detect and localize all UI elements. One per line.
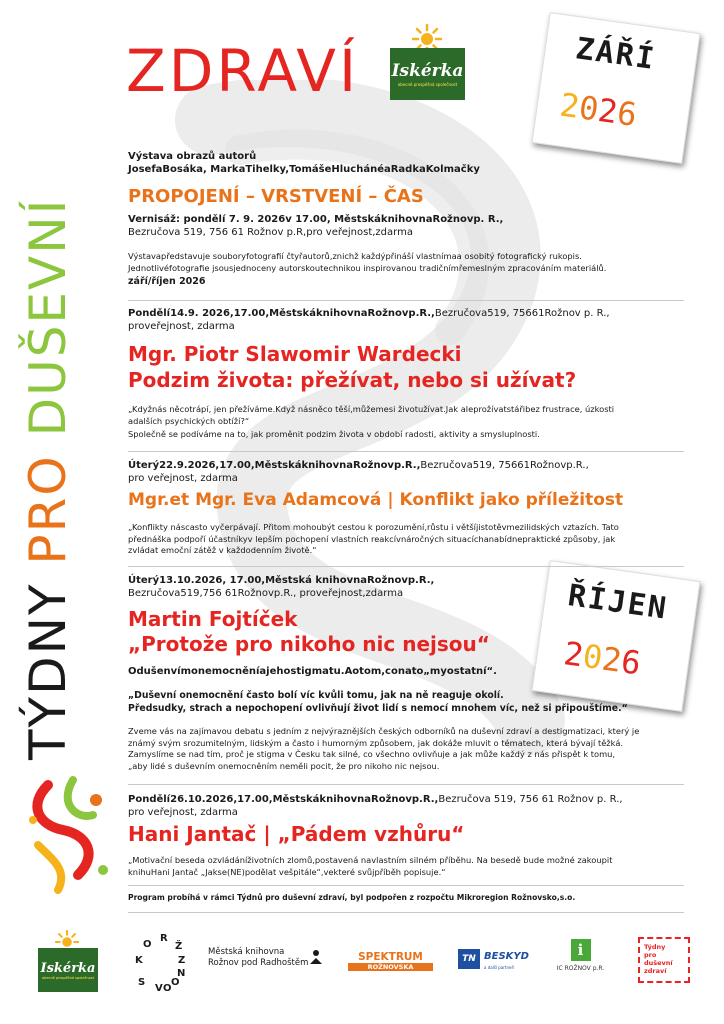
event3-title: Mgr.et Mgr. Eva Adamcová | Konflikt jako příležitost <box>128 490 624 510</box>
event1-date-bold: Vernisáž: pondělí 7. 9. 2026v 17.00, MěstskáknihovnaRožnovp. R., <box>128 214 504 225</box>
event5-desc-line1: „Motivační beseda ozvládáníživotních zlomů,postavená navlastním silném příběhu. Na besedě bude možné zakoupit <box>128 855 613 865</box>
event4-quote <box>128 689 708 715</box>
event4-quote-line1: „Duševní onemocnění často bolí víc kvůli tomu, jak na ně reaguje okolí. <box>128 690 504 701</box>
beskyd-name: BESKYD <box>484 951 529 962</box>
event5-description <box>128 855 668 878</box>
event1-date <box>128 213 668 239</box>
vertical-title <box>18 198 78 760</box>
tydny-stamp-logo <box>638 937 690 983</box>
logo-text: Iskérka <box>391 60 464 81</box>
event3-date <box>128 459 668 485</box>
event2-description <box>128 404 668 441</box>
event2-desc-line3: Společně se podíváme na to, jak proměnit podzim života v období radosti, aktivity a smysluplnosti. <box>128 429 540 439</box>
event2-desc-line2: adalších psychických obtíží?“ <box>128 415 250 426</box>
event1-date-rest: Bezručova 519, 756 61 Rožnov p.R,pro veřejnost,zdarma <box>128 227 413 238</box>
korzo-logo <box>133 933 193 993</box>
page-title: ZDRAVÍ <box>126 37 360 105</box>
event1-desc-line2: Jednotlivéfotografie jsousjednoceny autorskoutechnikou inspirovanou tradičnímřemeslným zpracováním materiálů. <box>128 262 607 273</box>
footer-iskerka-logo <box>38 930 98 992</box>
event5-desc-line2: knihuHani Jantač „Jakse(NE)podělat vešpitále“,vekteré svůjpříběh popisuje.“ <box>128 866 446 877</box>
footer-note: Program probíhá v rámci Týdnů pro duševní zdraví, byl podpořen z rozpočtu Mikroregion Rožnovsko,s.o. <box>128 893 576 902</box>
event5-date-bold: Pondělí26.10.2026,17.00,MěstskáknihovnaRožnovp.R., <box>128 794 439 805</box>
event5-date-line2: pro veřejnost, zdarma <box>128 807 238 818</box>
event1-intro-line1: Výstava obrazů autorů <box>128 151 257 162</box>
event2-desc-line1: „Kdyžnás něcotrápí, jen přežíváme.Když násněco těší,můžemesi životužívat.Jak aleprožívatstářibez frustrace, úzkosti <box>128 404 615 414</box>
event4-date <box>128 574 668 600</box>
partner-logos <box>28 925 708 1015</box>
logo-subtitle: obecně prospěšná společnost <box>397 81 458 87</box>
event4-speaker: Martin Fojtíček <box>128 607 298 631</box>
korzo-letter: Z <box>178 955 186 966</box>
spektrum-logo <box>348 951 433 973</box>
iskerka-logo <box>390 24 465 100</box>
event4-title: „Protože pro nikoho nic nejsou“ <box>128 632 490 656</box>
event3-date-line2: pro veřejnost, zdarma <box>128 473 238 484</box>
event4-description <box>128 726 708 772</box>
tydny-stamp-line1: Týdny <box>644 943 666 951</box>
event1-intro-line2: JosefaBosáka, MarkaTihelky,TomášeHluchánéaRadkaKolmačky <box>128 164 480 175</box>
korzo-letter: S <box>138 977 146 988</box>
vertical-title-part3: DUŠEVNÍ <box>19 197 77 437</box>
event3-date-rest: Bezručova519, 75661Rožnovp.R., <box>420 460 589 471</box>
event2-date-line2: proveřejnost, zdarma <box>128 321 235 332</box>
event4-desc-line4: „aby lidé s duševním onemocněním neměli pocit, že pro nikoho nic nejsou. <box>128 760 440 771</box>
event5-date <box>128 793 668 819</box>
korzo-letter: R <box>160 933 168 944</box>
event4-date-bold: Úterý13.10.2026, 17.00,Městská knihovnaRožnovp.R., <box>128 575 435 586</box>
vertical-title-part1: TÝDNY <box>19 564 77 760</box>
event3-desc-line2: přednáška podpoří účastníkyv lepším pochopení vlastních reakcívnáročných situacíchanabídnepraktické způsoby, jak <box>128 533 616 544</box>
divider <box>128 451 684 452</box>
event1-description <box>128 251 668 288</box>
korzo-letter: N <box>177 968 186 979</box>
event1-desc-line1: Výstavapředstavuje souboryfotografií čtyřautorů,znichž každýpřináší vlastnímaa osobitý fotografický rukopis. <box>128 251 582 261</box>
korzo-letter: O <box>171 977 180 988</box>
tydny-stamp-line2: pro duševní <box>644 951 673 967</box>
divider <box>128 912 684 913</box>
color-splash-decoration <box>18 775 118 895</box>
spektrum-name: SPEKTRUM <box>358 951 423 963</box>
footer-iskerka-text: Iskérka <box>40 960 96 976</box>
september-card <box>532 12 701 164</box>
october-year: 2026 <box>561 634 644 683</box>
beskyd-logo <box>458 949 538 977</box>
divider <box>128 566 684 567</box>
ic-roznov-text: IC ROŽNOV p.R. <box>556 965 605 972</box>
divider <box>128 300 684 301</box>
event4-subtitle: Odušenvímonemocněníajehostigmatu.Aotom,conato„myostatní“. <box>128 666 497 677</box>
info-icon: i <box>571 939 591 961</box>
library-name: Městská knihovna <box>208 947 285 957</box>
event4-desc-line3: Zamyslíme se nad tím, proč je stigma v Česku tak silné, co všechno ovlivňuje a jak může každý z nás přispět k tomu, <box>128 749 616 759</box>
event3-date-bold: Úterý22.9.2026,17.00,MěstskáknihovnaRožnovp.R., <box>128 460 421 471</box>
korzo-letter: Ž <box>175 941 183 952</box>
reader-icon <box>308 949 324 965</box>
event3-description <box>128 522 668 557</box>
event2-date <box>128 307 668 333</box>
ic-roznov-logo <box>553 939 608 979</box>
event2-date-rest: Bezručova519, 75661Rožnov p. R., <box>434 308 610 319</box>
event3-desc-line1: „Konflikty náscasto vyčerpávají. Přitom mohoubýt cestou k porozumění,růstu i většíjistotěvmezilidských vztazích. Tato <box>128 522 619 532</box>
event2-title: Podzim života: přežívat, nebo si užívat? <box>128 368 577 392</box>
event3-desc-line3: zvládat emoční zátěž v každodenním životě.“ <box>128 545 317 555</box>
korzo-letter: O <box>143 939 152 950</box>
divider <box>128 885 684 886</box>
event4-desc-line2: známý svým srozumitelným, lidským a často i humorným způsobem, jak dokáže mluvit o tématech, která bývají těžká. <box>128 737 624 748</box>
september-month: ZÁŘÍ <box>573 31 659 78</box>
event1-period: září/říjen 2026 <box>128 276 206 287</box>
event2-speaker: Mgr. Piotr Slawomir Wardecki <box>128 342 462 366</box>
logo-box <box>390 48 465 100</box>
event2-date-bold: Pondělí14.9. 2026,17.00,MěstskáknihovnaRožnovp.R., <box>128 308 435 319</box>
september-year: 2026 <box>557 85 640 134</box>
library-logo <box>208 947 333 977</box>
korzo-letter: V <box>155 983 163 994</box>
event5-date-rest: Bezručova 519, 756 61 Rožnov p. R., <box>438 794 623 805</box>
event1-title: PROPOJENÍ – VRSTVENÍ – ČAS <box>128 186 424 207</box>
vertical-title-part2: PRO <box>19 436 77 565</box>
spektrum-sub: ROŽNOVSKA <box>348 963 433 971</box>
beskyd-sub: a další partneři <box>484 965 515 970</box>
library-location: Rožnov pod Radhoštěm <box>208 958 309 968</box>
event5-title: Hani Jantač | „Pádem vzhůru“ <box>128 822 465 846</box>
event4-desc-line1: Zveme vás na zajímavou debatu s jedním z nejvýraznějších českých odborníků na duševní zdraví a destigmatizaci, který je <box>128 726 640 736</box>
footer-iskerka-sub: obecně prospěšná společnost <box>42 975 94 980</box>
event4-quote-line2: Předsudky, strach a nepochopení ovlivňují život lidí s nemocí mnohem víc, než si připouštíme.“ <box>128 703 628 714</box>
korzo-letter: K <box>135 955 143 966</box>
divider <box>128 784 684 785</box>
beskyd-mark: TN <box>458 949 480 969</box>
october-month: ŘÍJEN <box>565 578 670 627</box>
korzo-letter: O <box>163 983 172 994</box>
event4-date-line2: Bezručova519,756 61Rožnovp.R., proveřejnost,zdarma <box>128 588 404 599</box>
event1-intro <box>128 150 668 176</box>
tydny-stamp-line3: zdraví <box>644 967 667 975</box>
